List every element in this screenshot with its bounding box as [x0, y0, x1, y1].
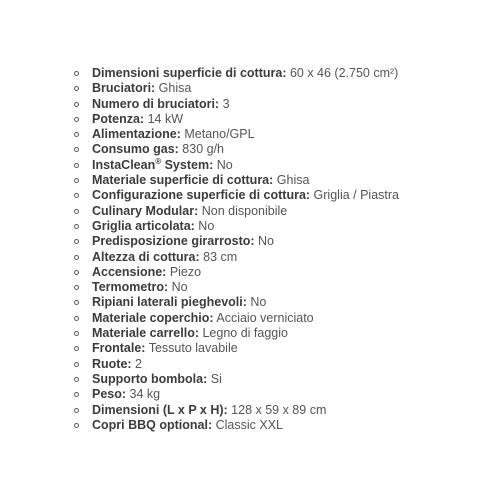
spec-label: [92, 418, 212, 432]
spec-value: Ghisa: [155, 81, 192, 96]
circle-bullet-icon: [74, 102, 79, 107]
circle-bullet-icon: [74, 285, 79, 290]
spec-label: [92, 188, 310, 202]
spec-label: [92, 250, 200, 264]
circle-bullet-icon: [74, 392, 79, 397]
spec-griglia-articolata: [70, 219, 399, 234]
spec-value: No: [254, 234, 274, 249]
spec-label: [92, 142, 179, 156]
circle-bullet-icon: [74, 300, 79, 305]
circle-bullet-icon: [74, 255, 79, 260]
spec-label-text: Copri BBQ optional:: [92, 417, 213, 432]
spec-label: [92, 295, 247, 309]
circle-bullet-icon: [74, 346, 79, 351]
spec-predisposizione-girarrosto: [70, 234, 399, 249]
circle-bullet-icon: [74, 132, 79, 137]
spec-supporto-bombola: [70, 372, 399, 387]
circle-bullet-icon: [74, 408, 79, 413]
circle-bullet-icon: [74, 316, 79, 321]
spec-label-text: Frontale:: [92, 341, 146, 356]
spec-value: 60 x 46 (2.750 cm²): [286, 66, 399, 80]
spec-value: Non disponibile: [198, 203, 288, 218]
spec-label-text: Predisposizione girarrosto:: [92, 234, 255, 249]
spec-value: Classic XXL: [212, 417, 283, 432]
spec-label: [92, 112, 144, 126]
spec-label-text: Materiale superficie di cottura:: [92, 173, 274, 188]
spec-label: [92, 341, 145, 355]
spec-alimentazione: [70, 127, 399, 142]
spec-ripiani-laterali: [70, 295, 399, 310]
spec-altezza-cottura: [70, 250, 399, 265]
spec-label: [92, 372, 207, 386]
spec-peso: [70, 387, 399, 402]
spec-value: No: [213, 157, 233, 172]
circle-bullet-icon: [74, 71, 79, 76]
spec-value: Piezo: [166, 264, 202, 279]
spec-label: [92, 311, 214, 325]
spec-label-text: Accensione:: [92, 264, 167, 279]
spec-label: [92, 357, 132, 371]
spec-frontale: [70, 341, 399, 356]
spec-ruote: [70, 357, 399, 372]
spec-label: [92, 219, 195, 233]
spec-potenza: [70, 112, 399, 127]
spec-label-text: Supporto bombola:: [92, 371, 208, 386]
spec-value: Acciaio verniciato: [213, 310, 314, 325]
spec-value: No: [246, 295, 267, 310]
circle-bullet-icon: [74, 362, 79, 367]
spec-label-text: Alimentazione:: [92, 127, 181, 142]
spec-label-text: Griglia articolata:: [92, 218, 195, 233]
spec-value: Ghisa: [273, 173, 310, 188]
circle-bullet-icon: [74, 147, 79, 152]
spec-instaclean: [70, 158, 399, 173]
spec-value: No: [168, 280, 188, 295]
spec-label: [92, 234, 255, 248]
circle-bullet-icon: [74, 193, 79, 198]
spec-copri-bbq: [70, 418, 399, 433]
circle-bullet-icon: [74, 239, 79, 244]
spec-value: Griglia / Piastra: [310, 188, 399, 203]
spec-value: 830 g/h: [178, 142, 224, 157]
spec-label-text: Materiale coperchio:: [92, 310, 214, 325]
circle-bullet-icon: [74, 163, 79, 168]
spec-label: [92, 265, 166, 279]
spec-accensione: [70, 265, 399, 280]
spec-label-text: Numero di bruciatori:: [92, 96, 220, 111]
spec-label: [92, 97, 219, 111]
spec-label: [92, 173, 273, 187]
spec-list: [70, 66, 399, 433]
spec-label-text: Ripiani laterali pieghevoli:: [92, 295, 247, 310]
circle-bullet-icon: [74, 423, 79, 428]
spec-label-text: Potenza:: [92, 111, 145, 126]
spec-label-text: Bruciatori:: [92, 81, 156, 96]
spec-label: [92, 326, 199, 340]
spec-label: [92, 81, 155, 95]
spec-label: [92, 403, 228, 417]
spec-label-text: Peso:: [92, 387, 127, 402]
spec-configurazione: [70, 188, 399, 203]
spec-termometro: [70, 280, 399, 295]
spec-label: [92, 127, 181, 141]
spec-consumo-gas: [70, 142, 399, 157]
spec-label-text: Dimensioni superficie di cottura:: [92, 66, 287, 80]
spec-culinary-modular: [70, 204, 399, 219]
circle-bullet-icon: [74, 209, 79, 214]
spec-label: [92, 158, 213, 172]
spec-value: Tessuto lavabile: [145, 341, 238, 356]
spec-label-text: Materiale carrello:: [92, 326, 199, 341]
spec-label-text: Configurazione superficie di cottura:: [92, 188, 311, 203]
circle-bullet-icon: [74, 117, 79, 122]
spec-value: 128 x 59 x 89 cm: [227, 402, 327, 417]
spec-label-text: InstaClean: [92, 157, 156, 172]
spec-value: 14 kW: [144, 111, 183, 126]
spec-value: 2: [131, 356, 143, 371]
spec-label-text: Dimensioni (L x P x H):: [92, 402, 228, 417]
spec-value: Legno di faggio: [199, 326, 288, 341]
spec-label: [92, 204, 198, 218]
spec-label: [92, 387, 126, 401]
spec-materiale-superficie: [70, 173, 399, 188]
spec-value: Si: [207, 371, 222, 386]
spec-label: [92, 66, 286, 80]
circle-bullet-icon: [74, 331, 79, 336]
spec-value: 83 cm: [199, 249, 238, 264]
spec-label-text: Ruote:: [92, 356, 132, 371]
spec-value: 3: [219, 96, 230, 111]
spec-label-text: Culinary Modular:: [92, 203, 199, 218]
spec-materiale-carrello: [70, 326, 399, 341]
spec-dimensioni-superficie: [70, 66, 399, 81]
spec-label-text: Altezza di cottura:: [92, 249, 200, 264]
spec-value: Metano/GPL: [180, 127, 255, 142]
spec-label: [92, 280, 168, 294]
spec-bruciatori: [70, 81, 399, 96]
circle-bullet-icon: [74, 224, 79, 229]
spec-numero-bruciatori: [70, 97, 399, 112]
spec-dimensioni: [70, 403, 399, 418]
circle-bullet-icon: [74, 377, 79, 382]
circle-bullet-icon: [74, 270, 79, 275]
spec-label-text: Termometro:: [92, 280, 169, 295]
registered-mark: ®: [155, 156, 162, 166]
spec-label-suffix: System:: [161, 157, 214, 172]
spec-materiale-coperchio: [70, 311, 399, 326]
circle-bullet-icon: [74, 178, 79, 183]
circle-bullet-icon: [74, 86, 79, 91]
spec-value: 34 kg: [126, 387, 161, 402]
spec-value: No: [194, 218, 215, 233]
spec-label-text: Consumo gas:: [92, 142, 179, 157]
